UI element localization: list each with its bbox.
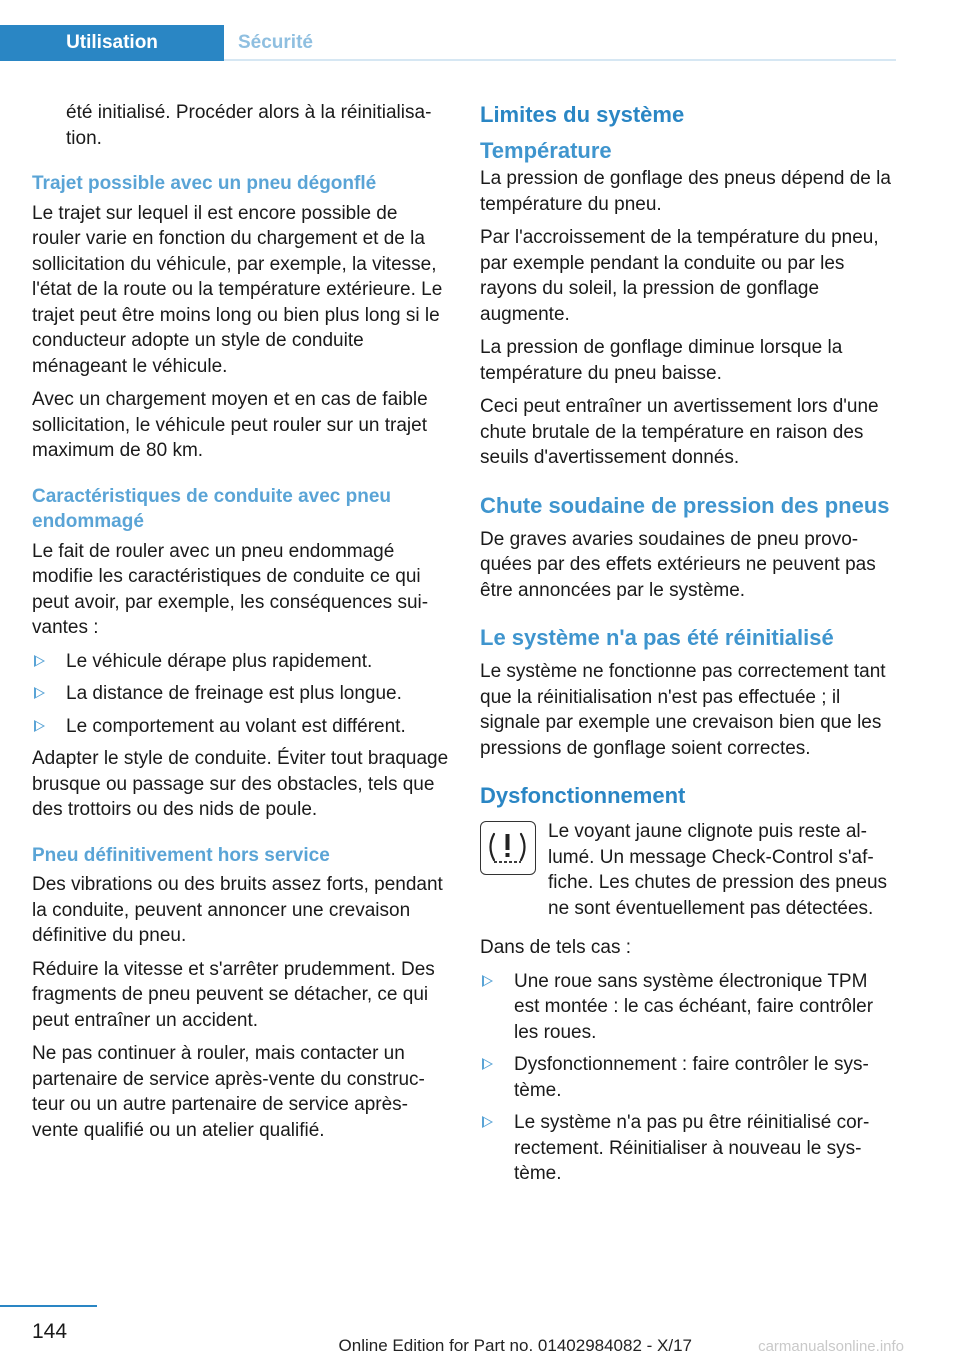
watermark: carmanualsonline.info: [758, 1338, 904, 1355]
tire-pressure-warning-icon-graphic: [481, 822, 534, 873]
chute-paragraph-1: De graves avaries soudaines de pneu provoquées par des effets extérieurs ne peuvent pas être annoncées par le système.: [480, 528, 876, 601]
tab-utilisation[interactable]: Utilisation: [0, 25, 224, 61]
warning-block: [480, 819, 898, 921]
temperature-paragraph-2: Par l'accroissement de la température du pneu, par exemple pendant la conduite ou par les rayons du soleil, la pression de gonflage augmente.: [480, 227, 879, 325]
pneu-paragraph-2: Réduire la vitesse et s'arrêter prudemment. Des fragments de pneu peuvent se détacher, ce qui peut entraîner un accident.: [32, 958, 435, 1031]
carac-bullet-list: [32, 649, 450, 740]
triangle-bullet-icon: [34, 655, 45, 667]
list-item: Le système n'a pas pu être réinitialisé correctement. Réinitialiser à nouveau le système.: [480, 1110, 898, 1187]
temperature-paragraph-1: La pression de gonflage des pneus dépend de la température du pneu.: [480, 168, 891, 215]
triangle-bullet-icon: [34, 687, 45, 699]
header-rule: [224, 59, 896, 61]
list-item: Le véhicule dérape plus rapidement.: [32, 649, 450, 675]
dysfonctionnement-bullet-list: [480, 969, 898, 1187]
footer-rule: [0, 1305, 97, 1307]
dysfonctionnement-paragraph-2: Dans de tels cas :: [480, 937, 632, 958]
carac-paragraph-1: Le fait de rouler avec un pneu endommagé modifie les caractéristiques de conduite ce qui peut avoir, par exemple, les conséquences suivantes :: [32, 540, 429, 638]
triangle-bullet-icon: [482, 1058, 493, 1070]
carac-heading: Caractéristiques de conduite avec pneu endommagé: [32, 485, 392, 532]
tab-securite[interactable]: Sécurité: [238, 32, 313, 53]
dysfonctionnement-paragraph-1: Le voyant jaune clignote puis reste allumé. Un message Check-Control s'affiche. Les chutes de pression des pneus ne sont éventuellement pas détectées.: [548, 821, 888, 919]
triangle-bullet-icon: [482, 975, 493, 987]
right-column: [480, 100, 898, 1194]
limites-heading: Limites du système: [480, 102, 685, 127]
reinit-paragraph-1: Le système ne fonctionne pas correctement tant que la réinitialisation n'est pas effectuée ; il signale par exemple une crevaison bien que les pressions de gonflage soient correctes.: [480, 661, 886, 759]
triangle-bullet-icon: [34, 720, 45, 732]
page-header: [0, 25, 896, 61]
trajet-paragraph-2: Avec un chargement moyen et en cas de faible sollicitation, le véhicule peut rouler sur un trajet maximum de 80 km.: [32, 389, 428, 461]
page-number: 144: [32, 1320, 68, 1343]
tire-pressure-warning-icon: [480, 821, 536, 875]
list-item: La distance de freinage est plus longue.: [32, 681, 450, 707]
list-item: Le comportement au volant est différent.: [32, 714, 450, 740]
dysfonctionnement-heading: Dysfonctionnement: [480, 783, 686, 808]
edition-note: Online Edition for Part no. 01402984082 - X/17: [338, 1336, 692, 1355]
list-item: Une roue sans système électronique TPM est montée : le cas échéant, faire contrôler les roues.: [480, 969, 898, 1046]
temperature-paragraph-3: La pression de gonflage diminue lorsque la température du pneu baisse.: [480, 337, 843, 384]
pneu-paragraph-1: Des vibrations ou des bruits assez forts, pendant la conduite, peuvent annoncer une crevaison définitive du pneu.: [32, 874, 443, 946]
trajet-paragraph-1: Le trajet sur lequel il est encore possible de rouler varie en fonction du chargement et de la sollicitation du véhicule, par exemple, la vitesse, l'état de la route ou la température extérieure. Le trajet peut être moins long ou bien plus long si le conducteur adopte un style de conduite ménageant le véhicule.: [32, 202, 443, 377]
triangle-bullet-icon: [482, 1116, 493, 1128]
carac-paragraph-2: Adapter le style de conduite. Éviter tout braquage brusque ou passage sur des obstacles, tels que des trottoirs ou des nids de poule.: [32, 748, 449, 820]
pneu-heading: Pneu définitivement hors service: [32, 844, 330, 866]
reinit-heading: Le système n'a pas été réinitialisé: [480, 625, 834, 650]
pneu-paragraph-3: Ne pas continuer à rouler, mais contacter un partenaire de service après-vente du constructeur ou un autre partenaire de service après-vente qualifié ou un atelier qualifié.: [32, 1043, 425, 1141]
temperature-heading: Température: [480, 138, 612, 163]
list-item: Dysfonctionnement : faire contrôler le système.: [480, 1052, 898, 1103]
trajet-heading: Trajet possible avec un pneu dégonflé: [32, 173, 377, 194]
temperature-paragraph-4: Ceci peut entraîner un avertissement lors d'une chute brutale de la température en raison des seuils d'avertissement donnés.: [480, 396, 879, 468]
chute-heading: Chute soudaine de pression des pneus: [480, 492, 890, 518]
intro-text: été initialisé. Procéder alors à la réinitialisation.: [66, 102, 432, 149]
left-column: [32, 100, 450, 1151]
